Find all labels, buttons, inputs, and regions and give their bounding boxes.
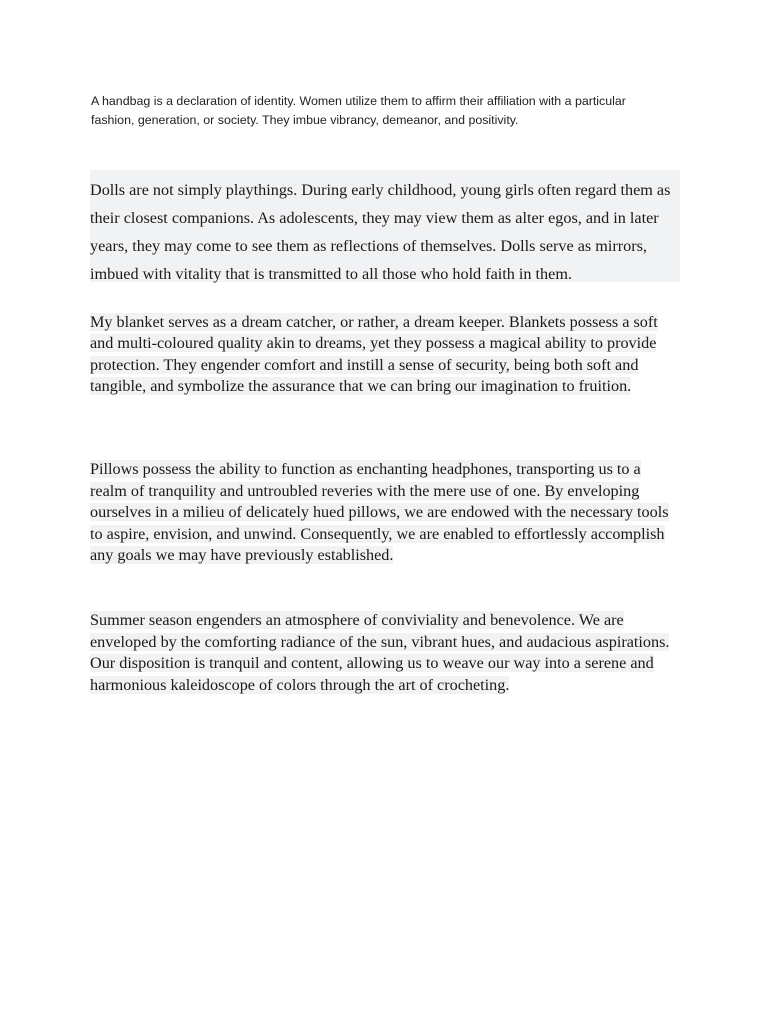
summer-paragraph-text: Summer season engenders an atmosphere of conviviality and benevolence. We are enveloped by the comforting radiance of the sun, vibrant hues, and audacious aspirations. Our disposition is tranquil and content, allowing us to weave our way into a serene and harmonious kaleidoscope of colors through the art of crocheting. — [90, 611, 670, 694]
summer-paragraph — [90, 610, 670, 696]
pillows-paragraph — [90, 459, 680, 567]
blanket-paragraph — [90, 312, 670, 397]
intro-paragraph: A handbag is a declaration of identity. Women utilize them to affirm their affiliation with a particular fashion, generation, or society. They imbue vibrancy, demeanor, and positivity. — [91, 94, 626, 127]
blanket-paragraph-text: My blanket serves as a dream catcher, or rather, a dream keeper. Blankets possess a soft and multi-coloured quality akin to dreams, yet they possess a magical ability to provide protection. They engender comfort and instill a sense of security, being both soft and tangible, and symbolize the assurance that we can bring our imagination to fruition. — [90, 313, 658, 395]
dolls-paragraph: Dolls are not simply playthings. During early childhood, young girls often regard them as their closest companions. As adolescents, they may view them as alter egos, and in later years, they may come to see them as reflections of themselves. Dolls serve as mirrors, imbued with vitality that is transmitted to all those who hold faith in them. — [90, 170, 680, 282]
pillows-paragraph-text: Pillows possess the ability to function as enchanting headphones, transporting us to a realm of tranquility and untroubled reveries with the mere use of one. By enveloping ourselves in a milieu of delicately hued pillows, we are endowed with the necessary tools to aspire, envision, and unwind. Consequently, we are enabled to effortlessly accomplish any goals we may have previously established. — [90, 460, 669, 565]
